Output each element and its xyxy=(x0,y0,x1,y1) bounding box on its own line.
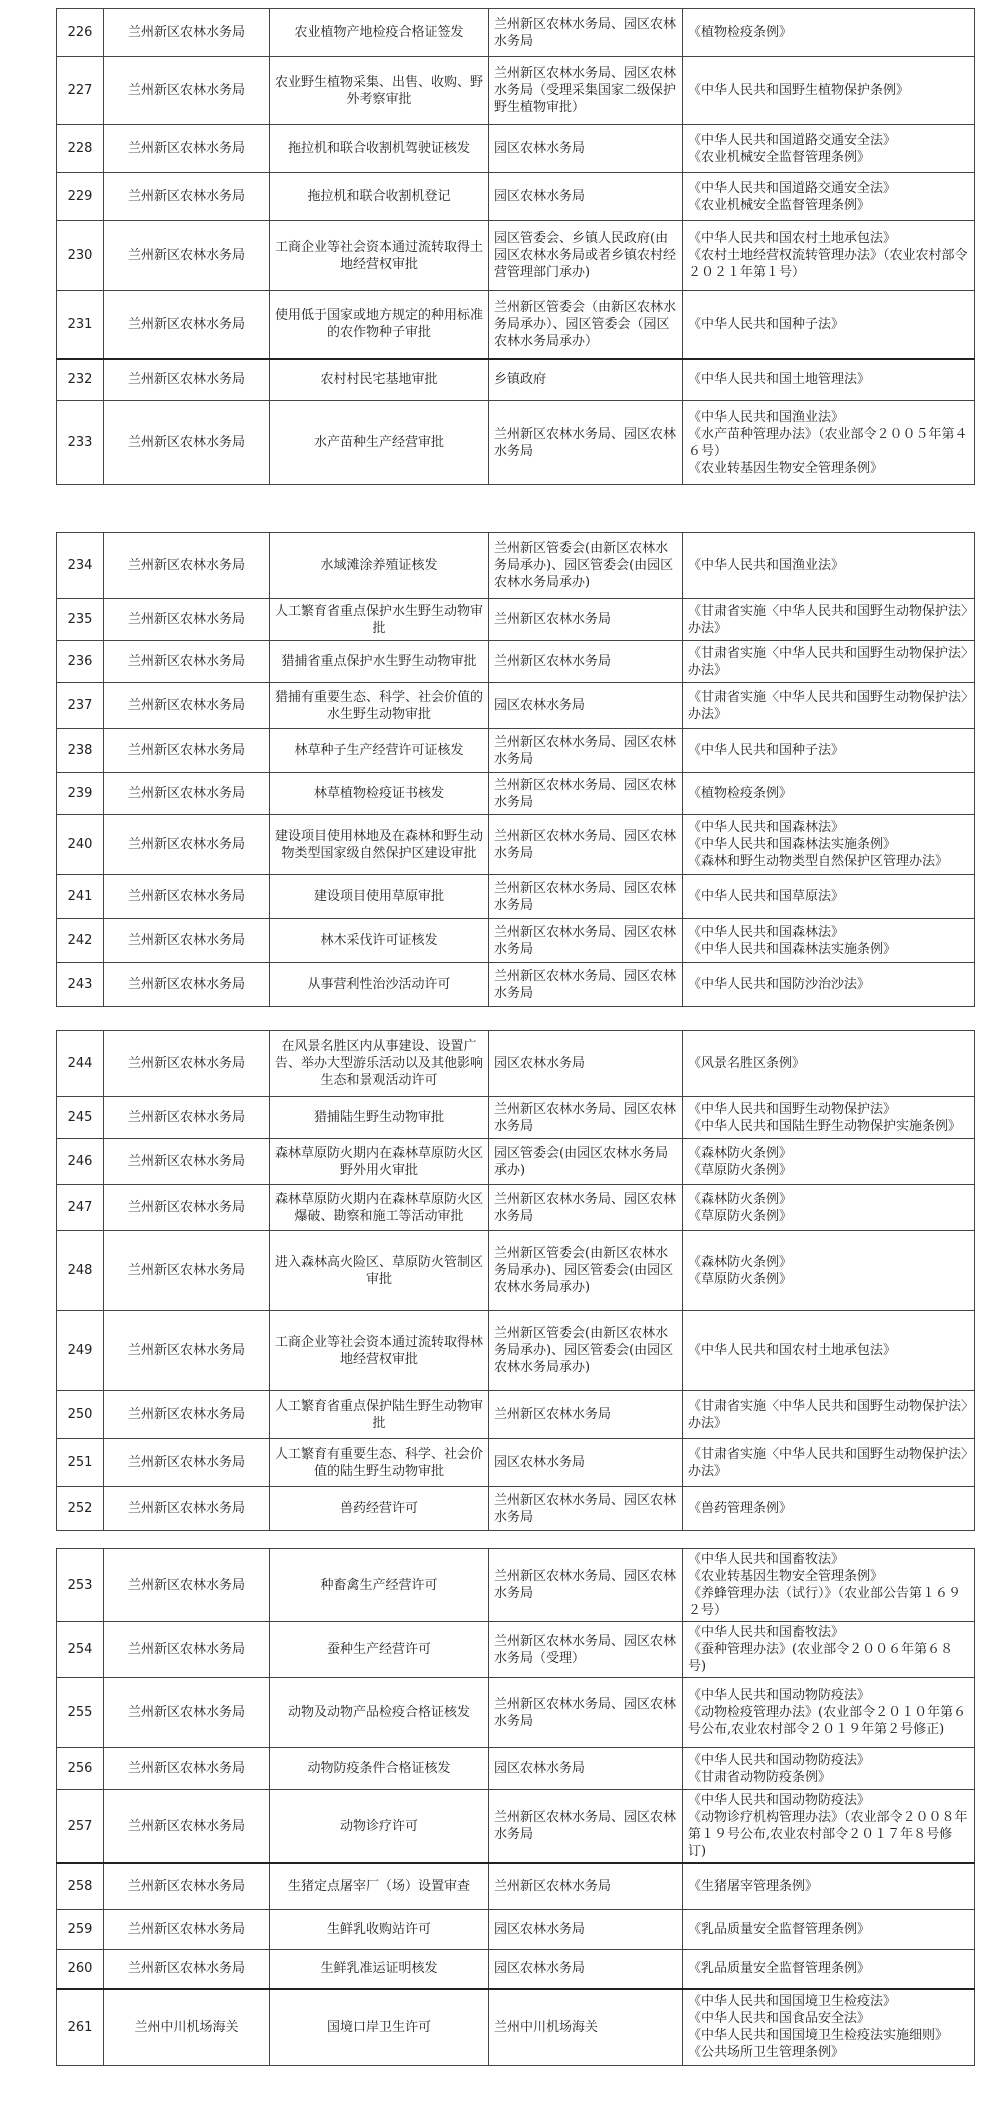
item-cell: 动物诊疗许可 xyxy=(270,1790,489,1864)
legal-basis-cell: 《植物检疫条例》 xyxy=(683,773,975,815)
table-row xyxy=(57,533,975,599)
legal-basis-cell: 《甘肃省实施〈中华人民共和国野生动物保护法〉办法》 xyxy=(683,1439,975,1487)
legal-basis-cell: 《生猪屠宰管理条例》 xyxy=(683,1863,975,1909)
table-row xyxy=(57,1748,975,1790)
department-cell: 兰州新区农林水务局 xyxy=(104,1678,270,1748)
legal-basis-cell: 《中华人民共和国道路交通安全法》 《农业机械安全监督管理条例》 xyxy=(683,173,975,221)
table-row xyxy=(57,729,975,773)
table-row xyxy=(57,1989,975,2065)
organization-cell: 兰州新区农林水务局、园区农林水务局 xyxy=(489,963,683,1007)
item-cell: 建设项目使用林地及在森林和野生动物类型国家级自然保护区建设审批 xyxy=(270,815,489,875)
table-row xyxy=(57,641,975,683)
item-cell: 国境口岸卫生许可 xyxy=(270,1989,489,2065)
legal-basis-cell: 《中华人民共和国种子法》 xyxy=(683,291,975,359)
table-row xyxy=(57,1949,975,1989)
row-number: 243 xyxy=(57,963,104,1007)
item-cell: 生猪定点屠宰厂（场）设置审查 xyxy=(270,1863,489,1909)
legal-basis-cell: 《中华人民共和国道路交通安全法》 《农业机械安全监督管理条例》 xyxy=(683,125,975,173)
organization-cell: 园区农林水务局 xyxy=(489,173,683,221)
legal-basis-cell: 《兽药管理条例》 xyxy=(683,1487,975,1531)
table-row xyxy=(57,1031,975,1097)
row-number: 235 xyxy=(57,599,104,641)
item-cell: 人工繁育省重点保护水生野生动物审批 xyxy=(270,599,489,641)
organization-cell: 兰州新区管委会(由新区农林水务局承办)、园区管委会(由园区农林水务局承办) xyxy=(489,1231,683,1311)
organization-cell: 园区农林水务局 xyxy=(489,1909,683,1949)
table-row xyxy=(57,1622,975,1678)
legal-basis-cell: 《中华人民共和国防沙治沙法》 xyxy=(683,963,975,1007)
organization-cell: 兰州新区农林水务局、园区农林水务局 xyxy=(489,815,683,875)
row-number: 250 xyxy=(57,1391,104,1439)
department-cell: 兰州新区农林水务局 xyxy=(104,683,270,729)
legal-basis-cell: 《甘肃省实施〈中华人民共和国野生动物保护法〉办法》 xyxy=(683,599,975,641)
legal-basis-cell: 《中华人民共和国动物防疫法》 《甘肃省动物防疫条例》 xyxy=(683,1748,975,1790)
organization-cell: 兰州新区农林水务局、园区农林水务局 xyxy=(489,773,683,815)
row-number: 248 xyxy=(57,1231,104,1311)
organization-cell: 兰州新区管委会(由新区农林水务局承办)、园区管委会(由园区农林水务局承办) xyxy=(489,533,683,599)
organization-cell: 兰州新区管委会(由新区农林水务局承办)、园区管委会(由园区农林水务局承办) xyxy=(489,1311,683,1391)
department-cell: 兰州新区农林水务局 xyxy=(104,221,270,291)
table-row xyxy=(57,683,975,729)
table-row xyxy=(57,773,975,815)
department-cell: 兰州新区农林水务局 xyxy=(104,1748,270,1790)
legal-basis-cell: 《甘肃省实施〈中华人民共和国野生动物保护法〉办法》 xyxy=(683,683,975,729)
item-cell: 蚕种生产经营许可 xyxy=(270,1622,489,1678)
row-number: 252 xyxy=(57,1487,104,1531)
row-number: 246 xyxy=(57,1139,104,1185)
department-cell: 兰州新区农林水务局 xyxy=(104,9,270,57)
item-cell: 从事营利性治沙活动许可 xyxy=(270,963,489,1007)
item-cell: 林木采伐许可证核发 xyxy=(270,919,489,963)
table-row xyxy=(57,815,975,875)
row-number: 261 xyxy=(57,1989,104,2065)
organization-cell: 乡镇政府 xyxy=(489,359,683,401)
table-row xyxy=(57,1790,975,1864)
organization-cell: 园区管委会、乡镇人民政府(由园区农林水务局或者乡镇农村经营管理部门承办) xyxy=(489,221,683,291)
legal-basis-cell: 《甘肃省实施〈中华人民共和国野生动物保护法〉办法》 xyxy=(683,641,975,683)
legal-basis-cell: 《森林防火条例》 《草原防火条例》 xyxy=(683,1231,975,1311)
legal-basis-cell: 《森林防火条例》 《草原防火条例》 xyxy=(683,1139,975,1185)
item-cell: 森林草原防火期内在森林草原防火区野外用火审批 xyxy=(270,1139,489,1185)
organization-cell: 兰州新区农林水务局、园区农林水务局（受理） xyxy=(489,1622,683,1678)
item-cell: 猎捕省重点保护水生野生动物审批 xyxy=(270,641,489,683)
legal-basis-cell: 《中华人民共和国动物防疫法》 《动物诊疗机构管理办法》（农业部令２００８年第１９号公布,农业农村部令２０１７年８号修订) xyxy=(683,1790,975,1864)
table-row xyxy=(57,125,975,173)
department-cell: 兰州新区农林水务局 xyxy=(104,291,270,359)
organization-cell: 兰州新区农林水务局、园区农林水务局 xyxy=(489,1549,683,1622)
department-cell: 兰州新区农林水务局 xyxy=(104,641,270,683)
table-row xyxy=(57,291,975,359)
organization-cell: 兰州新区农林水务局、园区农林水务局 xyxy=(489,729,683,773)
row-number: 237 xyxy=(57,683,104,729)
department-cell: 兰州中川机场海关 xyxy=(104,1989,270,2065)
item-cell: 森林草原防火期内在森林草原防火区爆破、勘察和施工等活动审批 xyxy=(270,1185,489,1231)
legal-basis-cell: 《中华人民共和国农村土地承包法》 《农村土地经营权流转管理办法》（农业农村部令２０２１年第１号） xyxy=(683,221,975,291)
item-cell: 猎捕陆生野生动物审批 xyxy=(270,1097,489,1139)
table-row xyxy=(57,9,975,57)
item-cell: 人工繁育有重要生态、科学、社会价值的陆生野生动物审批 xyxy=(270,1439,489,1487)
table-row xyxy=(57,1139,975,1185)
department-cell: 兰州新区农林水务局 xyxy=(104,1949,270,1989)
legal-basis-cell: 《中华人民共和国森林法》 《中华人民共和国森林法实施条例》 《森林和野生动物类型自然保护区管理办法》 xyxy=(683,815,975,875)
department-cell: 兰州新区农林水务局 xyxy=(104,1863,270,1909)
table-row xyxy=(57,401,975,485)
department-cell: 兰州新区农林水务局 xyxy=(104,1622,270,1678)
row-number: 255 xyxy=(57,1678,104,1748)
department-cell: 兰州新区农林水务局 xyxy=(104,1439,270,1487)
organization-cell: 兰州中川机场海关 xyxy=(489,1989,683,2065)
department-cell: 兰州新区农林水务局 xyxy=(104,1391,270,1439)
item-cell: 拖拉机和联合收割机驾驶证核发 xyxy=(270,125,489,173)
row-number: 234 xyxy=(57,533,104,599)
legal-basis-cell: 《乳品质量安全监督管理条例》 xyxy=(683,1909,975,1949)
organization-cell: 兰州新区农林水务局 xyxy=(489,641,683,683)
table-row xyxy=(57,875,975,919)
legal-basis-cell: 《中华人民共和国畜牧法》 《蚕种管理办法》(农业部令２００６年第６８号) xyxy=(683,1622,975,1678)
department-cell: 兰州新区农林水务局 xyxy=(104,963,270,1007)
legal-basis-cell: 《中华人民共和国森林法》 《中华人民共和国森林法实施条例》 xyxy=(683,919,975,963)
table-block-2 xyxy=(56,532,975,1007)
table-block-3 xyxy=(56,1030,975,1531)
legal-basis-cell: 《乳品质量安全监督管理条例》 xyxy=(683,1949,975,1989)
department-cell: 兰州新区农林水务局 xyxy=(104,599,270,641)
organization-cell: 兰州新区农林水务局、园区农林水务局（受理采集国家二级保护野生植物审批） xyxy=(489,57,683,125)
item-cell: 工商企业等社会资本通过流转取得土地经营权审批 xyxy=(270,221,489,291)
row-number: 256 xyxy=(57,1748,104,1790)
table-body xyxy=(57,533,975,1007)
department-cell: 兰州新区农林水务局 xyxy=(104,1311,270,1391)
organization-cell: 兰州新区农林水务局、园区农林水务局 xyxy=(489,1678,683,1748)
department-cell: 兰州新区农林水务局 xyxy=(104,1790,270,1864)
table-row xyxy=(57,599,975,641)
organization-cell: 园区农林水务局 xyxy=(489,1031,683,1097)
department-cell: 兰州新区农林水务局 xyxy=(104,1909,270,1949)
department-cell: 兰州新区农林水务局 xyxy=(104,401,270,485)
table-row xyxy=(57,919,975,963)
table-row xyxy=(57,1391,975,1439)
legal-basis-cell: 《甘肃省实施〈中华人民共和国野生动物保护法〉办法》 xyxy=(683,1391,975,1439)
department-cell: 兰州新区农林水务局 xyxy=(104,1231,270,1311)
organization-cell: 兰州新区管委会（由新区农林水务局承办）、园区管委会（园区农林水务局承办） xyxy=(489,291,683,359)
legal-basis-cell: 《中华人民共和国种子法》 xyxy=(683,729,975,773)
item-cell: 人工繁育省重点保护陆生野生动物审批 xyxy=(270,1391,489,1439)
table-row xyxy=(57,1439,975,1487)
organization-cell: 兰州新区农林水务局、园区农林水务局 xyxy=(489,9,683,57)
organization-cell: 园区农林水务局 xyxy=(489,1748,683,1790)
table-row xyxy=(57,1863,975,1909)
row-number: 247 xyxy=(57,1185,104,1231)
department-cell: 兰州新区农林水务局 xyxy=(104,919,270,963)
organization-cell: 兰州新区农林水务局、园区农林水务局 xyxy=(489,401,683,485)
department-cell: 兰州新区农林水务局 xyxy=(104,1549,270,1622)
row-number: 241 xyxy=(57,875,104,919)
department-cell: 兰州新区农林水务局 xyxy=(104,533,270,599)
table-row xyxy=(57,173,975,221)
legal-basis-cell: 《风景名胜区条例》 xyxy=(683,1031,975,1097)
item-cell: 种畜禽生产经营许可 xyxy=(270,1549,489,1622)
table-row xyxy=(57,1909,975,1949)
item-cell: 猎捕有重要生态、科学、社会价值的水生野生动物审批 xyxy=(270,683,489,729)
organization-cell: 兰州新区农林水务局、园区农林水务局 xyxy=(489,1185,683,1231)
table-row xyxy=(57,1097,975,1139)
row-number: 230 xyxy=(57,221,104,291)
department-cell: 兰州新区农林水务局 xyxy=(104,57,270,125)
item-cell: 农村村民宅基地审批 xyxy=(270,359,489,401)
organization-cell: 园区农林水务局 xyxy=(489,683,683,729)
legal-basis-cell: 《中华人民共和国农村土地承包法》 xyxy=(683,1311,975,1391)
item-cell: 在风景名胜区内从事建设、设置广告、举办大型游乐活动以及其他影响生态和景观活动许可 xyxy=(270,1031,489,1097)
table-row xyxy=(57,1549,975,1622)
legal-basis-cell: 《中华人民共和国野生动物保护法》 《中华人民共和国陆生野生动物保护实施条例》 xyxy=(683,1097,975,1139)
row-number: 260 xyxy=(57,1949,104,1989)
item-cell: 林草植物检疫证书核发 xyxy=(270,773,489,815)
item-cell: 动物及动物产品检疫合格证核发 xyxy=(270,1678,489,1748)
legal-basis-cell: 《中华人民共和国土地管理法》 xyxy=(683,359,975,401)
row-number: 254 xyxy=(57,1622,104,1678)
legal-basis-cell: 《植物检疫条例》 xyxy=(683,9,975,57)
legal-basis-cell: 《中华人民共和国野生植物保护条例》 xyxy=(683,57,975,125)
item-cell: 使用低于国家或地方规定的种用标准的农作物种子审批 xyxy=(270,291,489,359)
row-number: 245 xyxy=(57,1097,104,1139)
row-number: 228 xyxy=(57,125,104,173)
item-cell: 兽药经营许可 xyxy=(270,1487,489,1531)
row-number: 257 xyxy=(57,1790,104,1864)
department-cell: 兰州新区农林水务局 xyxy=(104,125,270,173)
item-cell: 农业野生植物采集、出售、收购、野外考察审批 xyxy=(270,57,489,125)
legal-basis-cell: 《中华人民共和国渔业法》 《水产苗种管理办法》（农业部令２００５年第４６号） 《农业转基因生物安全管理条例》 xyxy=(683,401,975,485)
organization-cell: 兰州新区农林水务局 xyxy=(489,1391,683,1439)
department-cell: 兰州新区农林水务局 xyxy=(104,1139,270,1185)
row-number: 240 xyxy=(57,815,104,875)
organization-cell: 兰州新区农林水务局、园区农林水务局 xyxy=(489,919,683,963)
item-cell: 生鲜乳收购站许可 xyxy=(270,1909,489,1949)
table-block-4 xyxy=(56,1548,975,2066)
legal-basis-cell: 《森林防火条例》 《草原防火条例》 xyxy=(683,1185,975,1231)
department-cell: 兰州新区农林水务局 xyxy=(104,729,270,773)
row-number: 232 xyxy=(57,359,104,401)
row-number: 259 xyxy=(57,1909,104,1949)
organization-cell: 园区管委会(由园区农林水务局承办) xyxy=(489,1139,683,1185)
item-cell: 生鲜乳准运证明核发 xyxy=(270,1949,489,1989)
organization-cell: 兰州新区农林水务局 xyxy=(489,1863,683,1909)
table-row xyxy=(57,221,975,291)
legal-basis-cell: 《中华人民共和国动物防疫法》 《动物检疫管理办法》(农业部令２０１０年第６号公布,农业农村部令２０１９年第２号修正) xyxy=(683,1678,975,1748)
organization-cell: 兰州新区农林水务局、园区农林水务局 xyxy=(489,875,683,919)
table-row xyxy=(57,1678,975,1748)
table-body xyxy=(57,1549,975,2066)
organization-cell: 兰州新区农林水务局、园区农林水务局 xyxy=(489,1790,683,1864)
item-cell: 农业植物产地检疫合格证签发 xyxy=(270,9,489,57)
table-row xyxy=(57,1311,975,1391)
organization-cell: 兰州新区农林水务局、园区农林水务局 xyxy=(489,1487,683,1531)
row-number: 231 xyxy=(57,291,104,359)
department-cell: 兰州新区农林水务局 xyxy=(104,1487,270,1531)
item-cell: 水产苗种生产经营审批 xyxy=(270,401,489,485)
table-body xyxy=(57,1031,975,1531)
item-cell: 工商企业等社会资本通过流转取得林地经营权审批 xyxy=(270,1311,489,1391)
department-cell: 兰州新区农林水务局 xyxy=(104,359,270,401)
table-row xyxy=(57,359,975,401)
legal-basis-cell: 《中华人民共和国渔业法》 xyxy=(683,533,975,599)
row-number: 242 xyxy=(57,919,104,963)
row-number: 244 xyxy=(57,1031,104,1097)
row-number: 226 xyxy=(57,9,104,57)
item-cell: 林草种子生产经营许可证核发 xyxy=(270,729,489,773)
department-cell: 兰州新区农林水务局 xyxy=(104,1097,270,1139)
item-cell: 动物防疫条件合格证核发 xyxy=(270,1748,489,1790)
row-number: 239 xyxy=(57,773,104,815)
department-cell: 兰州新区农林水务局 xyxy=(104,773,270,815)
department-cell: 兰州新区农林水务局 xyxy=(104,875,270,919)
organization-cell: 兰州新区农林水务局、园区农林水务局 xyxy=(489,1097,683,1139)
table-row xyxy=(57,1185,975,1231)
legal-basis-cell: 《中华人民共和国国境卫生检疫法》 《中华人民共和国食品安全法》 《中华人民共和国国境卫生检疫法实施细则》 《公共场所卫生管理条例》 xyxy=(683,1989,975,2065)
legal-basis-cell: 《中华人民共和国草原法》 xyxy=(683,875,975,919)
organization-cell: 园区农林水务局 xyxy=(489,125,683,173)
department-cell: 兰州新区农林水务局 xyxy=(104,173,270,221)
organization-cell: 兰州新区农林水务局 xyxy=(489,599,683,641)
row-number: 227 xyxy=(57,57,104,125)
row-number: 258 xyxy=(57,1863,104,1909)
row-number: 238 xyxy=(57,729,104,773)
row-number: 251 xyxy=(57,1439,104,1487)
item-cell: 建设项目使用草原审批 xyxy=(270,875,489,919)
table-body xyxy=(57,9,975,485)
organization-cell: 园区农林水务局 xyxy=(489,1949,683,1989)
table-block-1 xyxy=(56,8,975,485)
department-cell: 兰州新区农林水务局 xyxy=(104,815,270,875)
department-cell: 兰州新区农林水务局 xyxy=(104,1031,270,1097)
row-number: 236 xyxy=(57,641,104,683)
table-row xyxy=(57,1231,975,1311)
row-number: 253 xyxy=(57,1549,104,1622)
legal-basis-cell: 《中华人民共和国畜牧法》 《农业转基因生物安全管理条例》 《养蜂管理办法（试行）》（农业部公告第１６９２号） xyxy=(683,1549,975,1622)
table-row xyxy=(57,1487,975,1531)
table-row xyxy=(57,963,975,1007)
table-row xyxy=(57,57,975,125)
department-cell: 兰州新区农林水务局 xyxy=(104,1185,270,1231)
row-number: 229 xyxy=(57,173,104,221)
row-number: 249 xyxy=(57,1311,104,1391)
item-cell: 拖拉机和联合收割机登记 xyxy=(270,173,489,221)
organization-cell: 园区农林水务局 xyxy=(489,1439,683,1487)
item-cell: 水域滩涂养殖证核发 xyxy=(270,533,489,599)
row-number: 233 xyxy=(57,401,104,485)
item-cell: 进入森林高火险区、草原防火管制区审批 xyxy=(270,1231,489,1311)
